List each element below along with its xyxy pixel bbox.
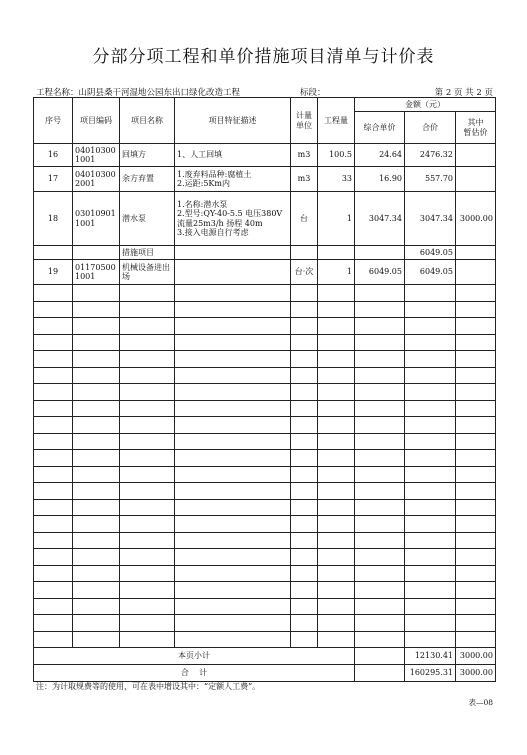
blank-cell (405, 334, 456, 351)
blank-cell (318, 466, 355, 483)
blank-cell (34, 301, 73, 318)
blank-cell (355, 532, 405, 549)
blank-cell (34, 417, 73, 434)
blank-cell (175, 450, 291, 467)
blank-cell (291, 532, 318, 549)
table-body (34, 144, 496, 285)
blank-cell (175, 367, 291, 384)
blank-cell (120, 433, 175, 450)
cell-desc (175, 260, 291, 285)
blank-cell (73, 433, 120, 450)
form-code: 表—08 (468, 698, 493, 707)
cell-code: 030109011001 (73, 192, 120, 246)
blank-cell (456, 631, 496, 648)
blank-cell (355, 301, 405, 318)
blank-cell (355, 351, 405, 368)
blank-cell (405, 466, 456, 483)
cell-unit-price: 6049.05 (355, 260, 405, 285)
blank-cell (355, 450, 405, 467)
blank-cell (34, 499, 73, 516)
blank-cell (405, 285, 456, 302)
blank-cell (456, 285, 496, 302)
blank-cell (291, 615, 318, 632)
blank-cell (175, 384, 291, 401)
blank-cell (120, 450, 175, 467)
cell-name: 回填方 (120, 144, 175, 167)
blank-cell (405, 433, 456, 450)
blank-cell (291, 417, 318, 434)
blank-cell (318, 318, 355, 335)
blank-cell (405, 549, 456, 566)
blank-cell (318, 367, 355, 384)
blank-cell (175, 615, 291, 632)
cell-name: 余方弃置 (120, 167, 175, 192)
blank-row (34, 285, 496, 302)
blank-cell (456, 301, 496, 318)
grand-total-est: 3000.00 (456, 665, 496, 682)
blank-cell (120, 631, 175, 648)
blank-cell (456, 334, 496, 351)
blank-row (34, 516, 496, 533)
blank-cell (355, 598, 405, 615)
cell-unit: 台·次 (291, 260, 318, 285)
cell-est (456, 167, 496, 192)
blank-cell (73, 400, 120, 417)
blank-cell (175, 565, 291, 582)
blank-cell (175, 631, 291, 648)
blank-cell (456, 433, 496, 450)
cell-code: 040103001001 (73, 144, 120, 167)
blank-cell (175, 598, 291, 615)
blank-cell (34, 450, 73, 467)
blank-row (34, 301, 496, 318)
header-code: 项目编码 (73, 98, 120, 144)
blank-cell (355, 483, 405, 500)
blank-cell (405, 318, 456, 335)
table-row (34, 144, 496, 167)
blank-cell (73, 318, 120, 335)
blank-cell (355, 582, 405, 599)
cell-name: 措施项目 (120, 246, 175, 260)
blank-cell (175, 466, 291, 483)
blank-cell (175, 334, 291, 351)
blank-cell (120, 301, 175, 318)
blank-cell (34, 334, 73, 351)
cell-code (73, 246, 120, 260)
blank-cell (291, 631, 318, 648)
blank-cell (175, 582, 291, 599)
blank-cell (318, 516, 355, 533)
blank-cell (175, 499, 291, 516)
cell-desc: 1.废弃料品种:腐植土 2.运距:5Km内 (175, 167, 291, 192)
table-row (34, 260, 496, 285)
blank-cell (405, 384, 456, 401)
blank-cell (456, 615, 496, 632)
blank-cell (175, 549, 291, 566)
table-row (34, 246, 496, 260)
grand-total-label: 合 计 (34, 665, 355, 682)
cell-unit-price (355, 246, 405, 260)
blank-cell (120, 499, 175, 516)
blank-cell (291, 367, 318, 384)
blank-cell (34, 433, 73, 450)
blank-cell (175, 516, 291, 533)
cell-desc: 1.名称:潜水泵 2.型号:QY-40-5.5 电压380V 流量25m3/h 扬程 40m 3.接入电源自行考虑 (175, 192, 291, 246)
blank-cell (456, 466, 496, 483)
blank-cell (291, 450, 318, 467)
blank-cell (405, 483, 456, 500)
cell-unit-price: 3047.34 (355, 192, 405, 246)
blank-cell (405, 400, 456, 417)
blank-cell (456, 384, 496, 401)
blank-cell (291, 499, 318, 516)
blank-cell (291, 549, 318, 566)
cell-code: 040103002001 (73, 167, 120, 192)
blank-cell (318, 549, 355, 566)
blank-cell (405, 582, 456, 599)
blank-cell (34, 466, 73, 483)
blank-cell (405, 367, 456, 384)
blank-cell (73, 285, 120, 302)
blank-cell (120, 400, 175, 417)
blank-cell (318, 417, 355, 434)
blank-rows (34, 285, 496, 648)
blank-row (34, 582, 496, 599)
blank-row (34, 598, 496, 615)
blank-cell (120, 351, 175, 368)
blank-cell (73, 582, 120, 599)
blank-cell (456, 483, 496, 500)
blank-cell (73, 351, 120, 368)
blank-cell (73, 417, 120, 434)
blank-cell (291, 598, 318, 615)
blank-cell (291, 351, 318, 368)
header-row-1 (34, 98, 496, 112)
blank-cell (120, 516, 175, 533)
blank-cell (34, 483, 73, 500)
blank-cell (34, 285, 73, 302)
blank-cell (456, 450, 496, 467)
blank-cell (120, 565, 175, 582)
cell-total: 557.70 (405, 167, 456, 192)
blank-cell (355, 499, 405, 516)
blank-cell (355, 466, 405, 483)
blank-cell (318, 631, 355, 648)
cell-est: 3000.00 (456, 192, 496, 246)
blank-row (34, 631, 496, 648)
blank-row (34, 334, 496, 351)
blank-cell (73, 499, 120, 516)
cell-qty: 1 (318, 192, 355, 246)
table-row (34, 167, 496, 192)
page-subtotal-est: 3000.00 (456, 648, 496, 665)
blank-cell (318, 433, 355, 450)
blank-cell (120, 582, 175, 599)
blank-cell (175, 318, 291, 335)
blank-cell (355, 285, 405, 302)
blank-cell (456, 582, 496, 599)
blank-cell (73, 466, 120, 483)
blank-cell (120, 615, 175, 632)
cell-unit (291, 246, 318, 260)
blank-cell (318, 582, 355, 599)
blank-cell (405, 631, 456, 648)
blank-cell (120, 367, 175, 384)
page-subtotal-label: 本页小计 (34, 648, 355, 665)
cell-unit: 台 (291, 192, 318, 246)
page-title: 分部分项工程和单价措施项目清单与计价表 (92, 47, 435, 67)
cell-est (456, 246, 496, 260)
blank-cell (120, 483, 175, 500)
blank-cell (456, 499, 496, 516)
page-number: 第 2 页 共 2 页 (434, 88, 493, 98)
footnote: 注：为计取规费等的使用，可在表中增设其中：“定额人工费”。 (36, 682, 261, 691)
blank-cell (355, 384, 405, 401)
blank-row (34, 615, 496, 632)
header-qty: 工程量 (318, 98, 355, 144)
header-seq: 序号 (34, 98, 73, 144)
blank-cell (175, 400, 291, 417)
header-total: 合价 (405, 112, 456, 144)
blank-cell (355, 400, 405, 417)
blank-cell (34, 532, 73, 549)
blank-cell (318, 400, 355, 417)
blank-cell (34, 516, 73, 533)
cell-seq (34, 246, 73, 260)
header-unit: 计量 单位 (291, 98, 318, 144)
blank-cell (405, 499, 456, 516)
blank-cell (405, 598, 456, 615)
cell-qty: 1 (318, 260, 355, 285)
blank-cell (456, 516, 496, 533)
blank-cell (73, 367, 120, 384)
blank-cell (318, 351, 355, 368)
cell-qty: 33 (318, 167, 355, 192)
header-unit-price: 综合单价 (355, 112, 405, 144)
blank-cell (456, 417, 496, 434)
blank-cell (318, 450, 355, 467)
blank-cell (355, 433, 405, 450)
cell-seq: 16 (34, 144, 73, 167)
blank-cell (405, 417, 456, 434)
blank-cell (73, 615, 120, 632)
blank-cell (120, 532, 175, 549)
blank-row (34, 532, 496, 549)
blank-cell (175, 301, 291, 318)
blank-cell (34, 318, 73, 335)
cell-est (456, 260, 496, 285)
blank-cell (291, 285, 318, 302)
blank-cell (405, 301, 456, 318)
blank-cell (120, 466, 175, 483)
project-name: 工程名称：山阴县桑干河湿地公园东出口绿化改造工程 (36, 88, 241, 98)
cell-total: 2476.32 (405, 144, 456, 167)
cell-desc: 1、人工回填 (175, 144, 291, 167)
blank-cell (318, 285, 355, 302)
blank-cell (175, 433, 291, 450)
cell-total: 3047.34 (405, 192, 456, 246)
blank-cell (291, 400, 318, 417)
blank-cell (34, 582, 73, 599)
blank-row (34, 466, 496, 483)
blank-cell (405, 450, 456, 467)
blank-cell (291, 483, 318, 500)
blank-cell (291, 565, 318, 582)
blank-cell (291, 516, 318, 533)
blank-cell (291, 466, 318, 483)
blank-cell (73, 516, 120, 533)
blank-row (34, 367, 496, 384)
blank-cell (175, 532, 291, 549)
blank-cell (405, 615, 456, 632)
blank-cell (120, 318, 175, 335)
table-row (34, 192, 496, 246)
blank-cell (73, 384, 120, 401)
blank-cell (73, 598, 120, 615)
blank-cell (34, 384, 73, 401)
blank-cell (175, 417, 291, 434)
blank-cell (73, 483, 120, 500)
cell-seq: 19 (34, 260, 73, 285)
blank-cell (355, 516, 405, 533)
blank-cell (405, 351, 456, 368)
blank-cell (355, 334, 405, 351)
blank-cell (456, 532, 496, 549)
blank-cell (34, 598, 73, 615)
blank-row (34, 565, 496, 582)
blank-cell (34, 549, 73, 566)
blank-cell (456, 351, 496, 368)
blank-cell (175, 285, 291, 302)
blank-cell (34, 351, 73, 368)
blank-row (34, 400, 496, 417)
blank-cell (405, 532, 456, 549)
blank-cell (318, 301, 355, 318)
blank-cell (318, 615, 355, 632)
blank-cell (456, 400, 496, 417)
blank-cell (456, 549, 496, 566)
blank-cell (34, 565, 73, 582)
blank-cell (73, 631, 120, 648)
blank-cell (291, 301, 318, 318)
blank-cell (120, 384, 175, 401)
blank-cell (318, 565, 355, 582)
blank-row (34, 318, 496, 335)
header-est: 其中 暂估价 (456, 112, 496, 144)
blank-cell (120, 285, 175, 302)
header-name: 项目名称 (120, 98, 175, 144)
blank-cell (291, 582, 318, 599)
blank-cell (73, 549, 120, 566)
blank-cell (291, 384, 318, 401)
blank-row (34, 384, 496, 401)
cell-unit-price: 16.90 (355, 167, 405, 192)
blank-cell (318, 598, 355, 615)
blank-row (34, 549, 496, 566)
blank-cell (405, 565, 456, 582)
blank-cell (355, 631, 405, 648)
cell-desc (175, 246, 291, 260)
blank-cell (73, 532, 120, 549)
blank-cell (120, 417, 175, 434)
cell-est (456, 144, 496, 167)
blank-cell (456, 367, 496, 384)
cell-unit: m3 (291, 144, 318, 167)
grand-total-total: 160295.31 (405, 665, 456, 682)
blank-cell (318, 499, 355, 516)
blank-cell (355, 615, 405, 632)
blank-cell (34, 615, 73, 632)
cell-total: 6049.05 (405, 260, 456, 285)
cell-qty: 100.5 (318, 144, 355, 167)
blank-cell (73, 301, 120, 318)
blank-cell (34, 367, 73, 384)
blank-row (34, 450, 496, 467)
blank-cell (120, 598, 175, 615)
blank-cell (355, 549, 405, 566)
cell-unit: m3 (291, 167, 318, 192)
header-desc: 项目特征描述 (175, 98, 291, 144)
blank-cell (291, 433, 318, 450)
cell-total: 6049.05 (405, 246, 456, 260)
blank-cell (355, 565, 405, 582)
blank-row (34, 351, 496, 368)
blank-cell (34, 631, 73, 648)
blank-row (34, 483, 496, 500)
blank-cell (456, 565, 496, 582)
grand-total-row (34, 665, 496, 682)
blank-row (34, 417, 496, 434)
blank-cell (291, 334, 318, 351)
blank-row (34, 499, 496, 516)
blank-row (34, 433, 496, 450)
blank-cell (355, 367, 405, 384)
blank-cell (175, 483, 291, 500)
blank-cell (73, 450, 120, 467)
blank-cell (318, 384, 355, 401)
cell-name: 潜水泵 (120, 192, 175, 246)
blank-cell (355, 417, 405, 434)
cell-unit-price: 24.64 (355, 144, 405, 167)
cell-seq: 17 (34, 167, 73, 192)
header-amount: 金额（元） (355, 98, 496, 112)
cell-name: 机械设备进出场 (120, 260, 175, 285)
blank-cell (34, 400, 73, 417)
blank-cell (120, 334, 175, 351)
blank-cell (73, 334, 120, 351)
blank-cell (175, 351, 291, 368)
bill-table (33, 97, 496, 682)
cell-qty (318, 246, 355, 260)
blank-cell (456, 598, 496, 615)
page-subtotal-row (34, 648, 496, 665)
blank-cell (120, 549, 175, 566)
blank-cell (318, 483, 355, 500)
blank-cell (318, 334, 355, 351)
page-subtotal-total: 12130.41 (405, 648, 456, 665)
blank-cell (405, 516, 456, 533)
cell-seq: 18 (34, 192, 73, 246)
blank-cell (73, 565, 120, 582)
blank-cell (318, 532, 355, 549)
blank-cell (355, 318, 405, 335)
blank-cell (456, 318, 496, 335)
cell-code: 011705001001 (73, 260, 120, 285)
section-label: 标段： (300, 88, 326, 98)
blank-cell (291, 318, 318, 335)
